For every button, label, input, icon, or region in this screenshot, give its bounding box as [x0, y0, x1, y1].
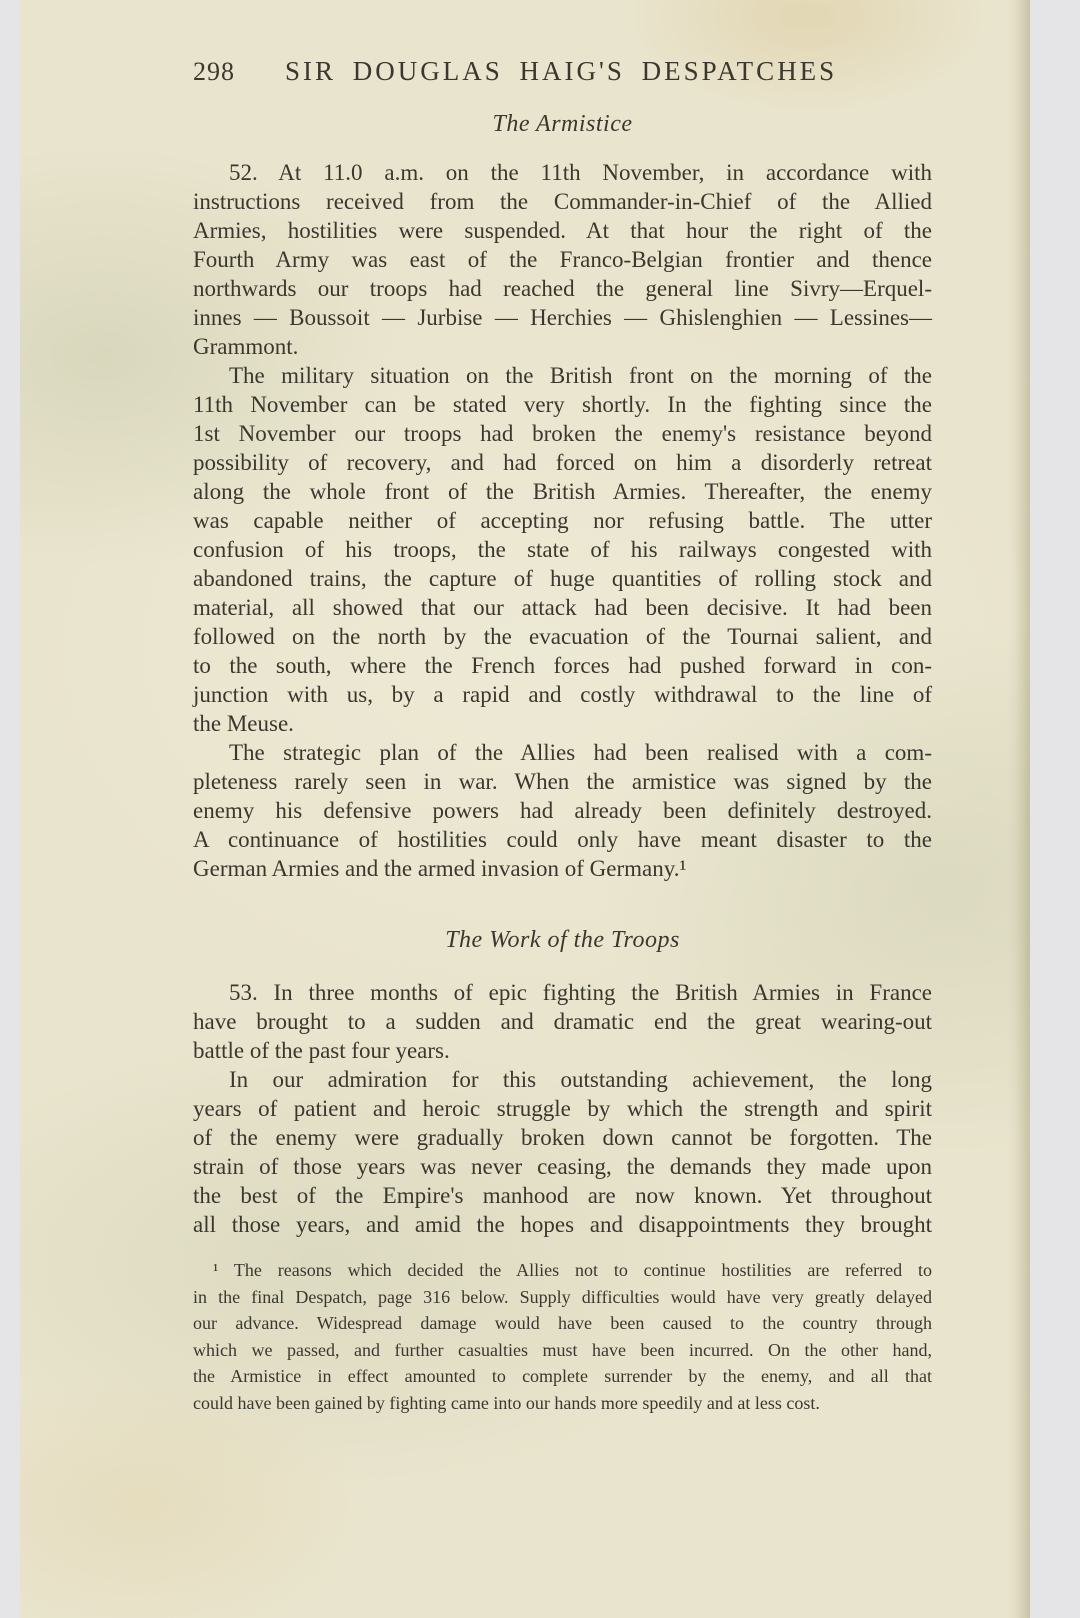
text-line: confusion of his troops, the state of his railways congested with [193, 537, 932, 562]
text-line: all those years, and amid the hopes and disappointments they brought [193, 1212, 932, 1237]
text-line: to the south, where the French forces had pushed forward in con- [193, 653, 932, 678]
text-line: the best of the Empire's manhood are now known. Yet throughout [193, 1183, 932, 1208]
text-line: strain of those years was never ceasing, the demands they made upon [193, 1154, 932, 1179]
text-line: instructions received from the Commander-in-Chief of the Allied [193, 189, 932, 214]
running-head [193, 56, 932, 87]
text-line: the Meuse. [193, 711, 294, 736]
paragraph-53 [193, 978, 932, 1065]
paragraph-strategic-plan [193, 738, 932, 883]
page-content [20, 0, 1030, 1416]
text-line: In our admiration for this outstanding achievement, the long [229, 1067, 932, 1092]
text-line: German Armies and the armed invasion of Germany.¹ [193, 856, 687, 881]
text-line: innes — Boussoit — Jurbise — Herchies — Ghislenghien — Lessines— [193, 305, 932, 330]
book-page-scan [20, 0, 1030, 1618]
paragraph-admiration [193, 1065, 932, 1239]
footnote-line: in the final Despatch, page 316 below. Supply difficulties would have very greatly delayed [193, 1286, 932, 1307]
text-line: 11th November can be stated very shortly. In the fighting since the [193, 392, 932, 417]
footnote [193, 1257, 932, 1416]
text-line: possibility of recovery, and had forced on him a disorderly retreat [193, 450, 932, 475]
footnote-line: ¹ The reasons which decided the Allies not to continue hostilities are referred to [213, 1260, 932, 1280]
text-line: was capable neither of accepting nor refusing battle. The utter [193, 508, 932, 533]
section-heading-armistice: The Armistice [492, 111, 633, 137]
text-line: along the whole front of the British Armies. Thereafter, the enemy [193, 479, 932, 504]
text-line: northwards our troops had reached the general line Sivry—Erquel- [193, 276, 932, 301]
text-line: 1st November our troops had broken the enemy's resistance beyond [193, 421, 932, 446]
text-line: battle of the past four years. [193, 1038, 450, 1063]
page-number: 298 [193, 57, 235, 86]
text-line: years of patient and heroic struggle by which the strength and spirit [193, 1096, 932, 1121]
text-line: enemy his defensive powers had already been definitely destroyed. [193, 798, 932, 823]
paragraph-military-situation [193, 361, 932, 738]
text-line: 52. At 11.0 a.m. on the 11th November, in accordance with [229, 160, 932, 185]
text-line: of the enemy were gradually broken down cannot be forgotten. The [193, 1125, 932, 1150]
footnote-line: our advance. Widespread damage would have been caused to the country through [193, 1313, 932, 1333]
footnote-line: the Armistice in effect amounted to complete surrender by the enemy, and all that [193, 1366, 932, 1386]
text-line: The strategic plan of the Allies had been realised with a com- [229, 740, 932, 765]
text-line: 53. In three months of epic fighting the British Armies in France [229, 980, 932, 1005]
text-line: Grammont. [193, 334, 299, 359]
text-line: Armies, hostilities were suspended. At that hour the right of the [193, 218, 932, 243]
footnote-line: could have been gained by fighting came into our hands more speedily and at less cost. [193, 1392, 820, 1413]
paragraph-52 [193, 158, 932, 361]
text-line: abandoned trains, the capture of huge quantities of rolling stock and [193, 566, 932, 591]
section-heading-work-of-troops: The Work of the Troops [445, 927, 680, 953]
text-line: A continuance of hostilities could only have meant disaster to the [193, 827, 932, 852]
text-line: junction with us, by a rapid and costly withdrawal to the line of [193, 682, 932, 707]
text-line: Fourth Army was east of the Franco-Belgian frontier and thence [193, 247, 932, 272]
text-line: pleteness rarely seen in war. When the armistice was signed by the [193, 769, 932, 794]
text-line: followed on the north by the evacuation of the Tournai salient, and [193, 624, 932, 649]
text-line: have brought to a sudden and dramatic end the great wearing-out [193, 1009, 932, 1034]
running-title: SIR DOUGLAS HAIG'S DESPATCHES [285, 56, 838, 86]
footnote-line: which we passed, and further casualties must have been incurred. On the other hand, [193, 1339, 932, 1360]
text-line: material, all showed that our attack had been decisive. It had been [193, 595, 932, 620]
text-line: The military situation on the British front on the morning of the [229, 363, 932, 388]
